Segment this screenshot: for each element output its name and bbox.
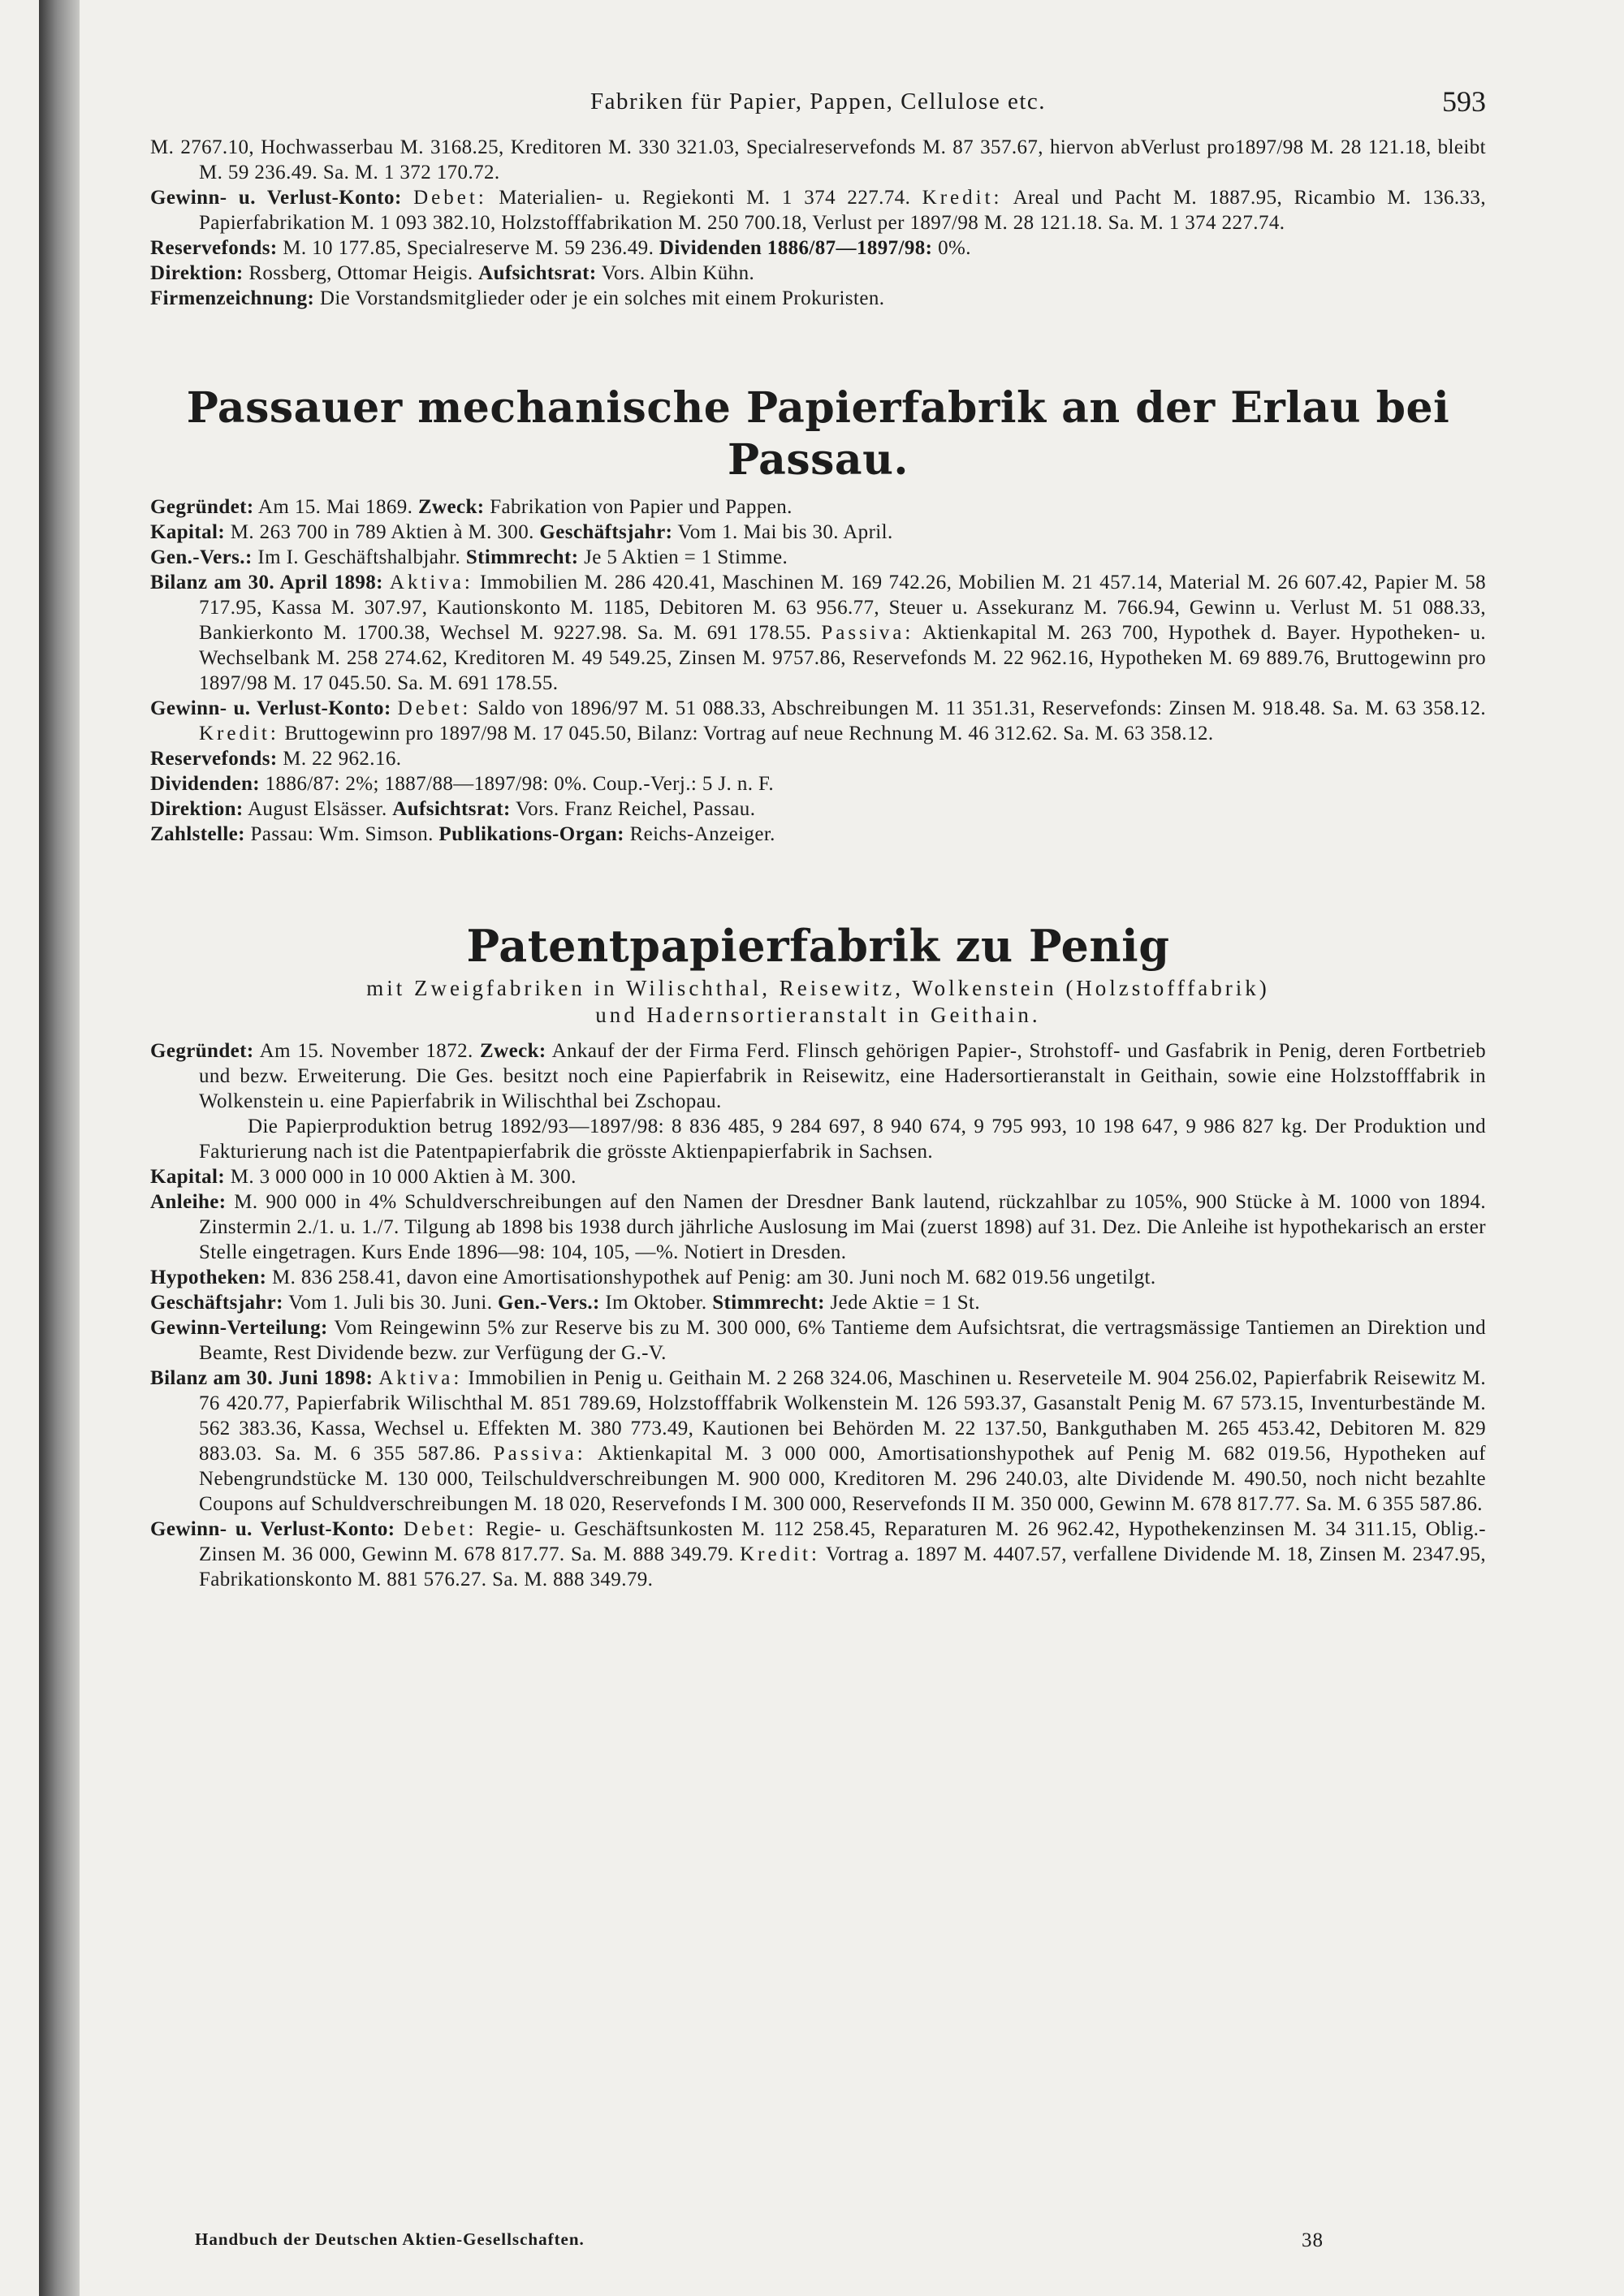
passau-guv-kredit: Kredit:	[199, 723, 279, 744]
prev-reserve-text: M. 10 177.85, Specialreserve M. 59 236.49.	[283, 237, 654, 259]
passau-capital-text: M. 263 700 in 789 Aktien à M. 300.	[230, 521, 534, 543]
penig-guv-label: Gewinn- u. Verlust-Konto:	[150, 1518, 395, 1540]
penig-profit-distribution-label: Gewinn-Verteilung:	[150, 1317, 328, 1339]
passau-balance-aktiva-text: Immobilien M. 286 420.41, Maschinen M. 169 742.26, Mobilien M. 21 457.14, Material M. 26 607.42, Papier M. 58 717.95, Kassa M. 307.97, Kautionskonto M. 1185, Debitoren M. 63 956.77, Steuer u. Assekuranz M. 766.94, Gewinn u. Verlust M. 51 088.33, Bankierkonto M. 1700.38, Wechsel M. 9227.98. Sa. M. 691 178.55.	[199, 572, 1486, 644]
penig-aktiva-label: Aktiva:	[378, 1367, 463, 1389]
prev-dividend-text: 0%.	[938, 237, 971, 259]
page-footer	[195, 2229, 1324, 2250]
passau-direction-label: Direktion:	[150, 798, 244, 820]
passau-board-label: Aufsichtsrat:	[392, 798, 511, 820]
penig-capital-text: M. 3 000 000 in 10 000 Aktien à M. 300.	[230, 1166, 577, 1188]
footer-book-title: Handbuch der Deutschen Aktien-Gesellschaften.	[195, 2229, 585, 2249]
penig-guv-entry	[150, 1517, 1486, 1592]
penig-guv-text2: Vortrag a. 1897 M. 4407.57, verfallene Dividende M. 18, Zinsen M. 2347.95, Fabrikationskonto M. 881 576.27. Sa. M. 888 349.79.	[199, 1543, 1487, 1590]
penig-loan-entry	[150, 1189, 1486, 1265]
penig-capital-label: Kapital:	[150, 1166, 226, 1188]
penig-subtitle-2: und Hadernsortieranstalt in Geithain.	[595, 1003, 1041, 1027]
passau-guv-text1: Saldo von 1896/97 M. 51 088.33, Abschreibungen M. 11 351.31, Reservefonds: Zinsen M. 918.48. Sa. M. 63 358.12.	[477, 697, 1486, 719]
penig-voting-text: Jede Aktie = 1 St.	[830, 1292, 980, 1314]
penig-fiscal-text: Vom 1. Juli bis 30. Juni.	[288, 1292, 493, 1314]
prev-signature-entry	[150, 286, 1486, 311]
penig-founded-label: Gegründet:	[150, 1040, 254, 1062]
penig-balance-aktiva-text: Immobilien in Penig u. Geithain M. 2 268 324.06, Maschinen u. Reserveteile M. 904 256.02, Papierfabrik Reisewitz M. 76 420.77, Papierfabrik Wilischthal M. 851 789.69, Holzstofffabrik Wolkenstein M. 126 593.37, Gasanstalt Penig M. 67 573.15, Inventurbestände M. 562 383.36, Kassa, Wechsel u. Effekten M. 380 773.49, Kautionen bei Behörden M. 22 137.50, Bankguthaben M. 265 453.42, Debitoren M. 829 883.03. Sa. M. 6 355 587.86.	[199, 1367, 1486, 1465]
footer-signature-mark: 38	[1302, 2229, 1324, 2251]
penig-fiscal-label: Geschäftsjahr:	[150, 1292, 283, 1314]
penig-meeting-label: Gen.-Vers.:	[498, 1292, 600, 1314]
passau-publication-text: Reichs-Anzeiger.	[629, 823, 775, 845]
passau-meeting-entry	[150, 545, 1486, 570]
penig-capital-entry	[150, 1164, 1486, 1189]
prev-direction-label: Direktion:	[150, 262, 244, 284]
passau-purpose-label: Zweck:	[417, 496, 485, 518]
penig-balance-passiva-text: Aktienkapital M. 3 000 000, Amortisationshypothek auf Penig M. 682 019.56, Hypotheken auf Nebengrundstücke M. 130 000, Teilschuldverschreibungen M. 900 000, Kreditoren M. 296 240.03, alte Dividende M. 490.50, noch nicht bezahlte Coupons auf Schuldverschreibungen M. 18 020, Reservefonds I M. 300 000, Reservefonds II M. 350 000, Gewinn M. 678 817.77. Sa. M. 6 355 587.86.	[199, 1443, 1486, 1515]
prev-guv-kredit: Kredit:	[922, 187, 1003, 209]
page-number: 593	[1442, 85, 1486, 118]
penig-mortgage-entry	[150, 1265, 1486, 1290]
page-content	[150, 85, 1487, 1592]
passau-purpose-text: Fabrikation von Papier und Pappen.	[490, 496, 793, 518]
book-spine-shadow	[39, 0, 80, 2296]
prev-dividend-label: Dividenden 1886/87—1897/98:	[659, 237, 933, 259]
penig-guv-kredit: Kredit:	[740, 1543, 820, 1565]
passau-guv-debet: Debet:	[397, 697, 472, 719]
penig-subtitle-1: mit Zweigfabriken in Wilischthal, Reisewitz, Wolkenstein (Holzstofffabrik)	[366, 976, 1270, 1000]
penig-production-paragraph	[150, 1114, 1486, 1164]
passau-direction-entry	[150, 796, 1486, 822]
passau-guv-entry	[150, 696, 1486, 746]
penig-mortgage-label: Hypotheken:	[150, 1267, 267, 1288]
penig-founded-entry	[150, 1038, 1486, 1114]
prev-guv-text1: Materialien- u. Regiekonti M. 1 374 227.74.	[499, 187, 911, 209]
prev-guv-label: Gewinn- u. Verlust-Konto:	[150, 187, 402, 209]
passau-paying-agent-label: Zahlstelle:	[150, 823, 245, 845]
penig-profit-distribution-entry	[150, 1315, 1486, 1366]
passau-guv-text2: Bruttogewinn pro 1897/98 M. 17 045.50, Bilanz: Vortrag auf neue Rechnung M. 46 312.62. Sa. M. 63 358.12.	[284, 723, 1214, 744]
prev-direction-text: Rossberg, Ottomar Heigis.	[248, 262, 473, 284]
passau-fiscal-text: Vom 1. Mai bis 30. April.	[677, 521, 893, 543]
penig-mortgage-text: M. 836 258.41, davon eine Amortisationshypothek auf Penig: am 30. Juni noch M. 682 019.56 ungetilgt.	[271, 1267, 1156, 1288]
passau-reserve-entry	[150, 746, 1486, 771]
passau-voting-text: Je 5 Aktien = 1 Stimme.	[584, 546, 788, 568]
passau-dividend-entry	[150, 771, 1486, 796]
running-header	[150, 85, 1486, 132]
passau-guv-label: Gewinn- u. Verlust-Konto:	[150, 697, 391, 719]
prev-signature-label: Firmenzeichnung:	[150, 287, 315, 309]
passau-meeting-label: Gen.-Vers.:	[150, 546, 253, 568]
penig-balance-entry	[150, 1366, 1486, 1517]
prev-guv-debet: Debet:	[413, 187, 487, 209]
penig-meeting-text: Im Oktober.	[605, 1292, 707, 1314]
passau-direction-text: August Elsässer.	[247, 798, 387, 820]
prev-board-text: Vors. Albin Kühn.	[601, 262, 755, 284]
penig-purpose-label: Zweck:	[480, 1040, 546, 1062]
passau-dividend-label: Dividenden:	[150, 773, 260, 795]
penig-title: Patentpapierfabrik zu Penig	[466, 920, 1170, 972]
passau-dividend-text: 1886/87: 2%; 1887/88—1897/98: 0%. Coup.-Verj.: 5 J. n. F.	[265, 773, 774, 795]
penig-production-text: Die Papierproduktion betrug 1892/93—1897/98: 8 836 485, 9 284 697, 8 940 674, 9 795 993, 10 198 647, 9 986 827 kg. Der Produktion und Fakturierung nach ist die Patentpapierfabrik die grösste Aktienpapierfabrik in Sachsen.	[199, 1116, 1486, 1163]
passau-passiva-label: Passiva:	[821, 622, 914, 644]
prev-balance-continuation	[150, 135, 1486, 185]
penig-profit-distribution-text: Vom Reingewinn 5% zur Reserve bis zu M. 300 000, 6% Tantieme dem Aufsichtsrat, die vertragsmässige Tantiemen an Direktion und Beamte, Rest Dividende bezw. zur Verfügung der G.-V.	[199, 1317, 1486, 1364]
passau-title: Passauer mechanische Papierfabrik an der Erlau bei Passau.	[186, 383, 1450, 485]
prev-balance-text: M. 2767.10, Hochwasserbau M. 3168.25, Kreditoren M. 330 321.03, Specialreservefonds M. 87 357.67, hiervon abVerlust pro1897/98 M. 28 121.18, bleibt M. 59 236.49. Sa. M. 1 372 170.72.	[150, 136, 1486, 183]
penig-founded-text: Am 15. November 1872.	[259, 1040, 473, 1062]
penig-purpose-text: Ankauf der der Firma Ferd. Flinsch gehörigen Papier-, Strohstoff- und Gasfabrik in Penig, deren Fortbetrieb und bezw. Erweiterung. Die Ges. besitzt noch eine Papierfabrik in Reisewitz, eine Hadersortieranstalt in Geithain, sowie eine Holzstofffabrik in Wolkenstein u. eine Papierfabrik in Wilischthal bei Zschopau.	[199, 1040, 1486, 1112]
passau-publication-label: Publikations-Organ:	[438, 823, 624, 845]
passau-reserve-label: Reservefonds:	[150, 748, 278, 770]
penig-passiva-label: Passiva:	[493, 1443, 586, 1465]
penig-voting-label: Stimmrecht:	[712, 1292, 825, 1314]
penig-guv-debet: Debet:	[403, 1518, 477, 1540]
passau-meeting-text: Im I. Geschäftshalbjahr.	[257, 546, 461, 568]
passau-balance-label: Bilanz am 30. April 1898:	[150, 572, 383, 593]
prev-reserve-entry	[150, 235, 1486, 261]
prev-signature-text: Die Vorstandsmitglieder oder je ein solches mit einem Prokuristen.	[319, 287, 885, 309]
passau-capital-label: Kapital:	[150, 521, 226, 543]
running-title: Fabriken für Papier, Pappen, Cellulose etc.	[590, 88, 1047, 114]
passau-paying-agent-entry	[150, 822, 1486, 847]
prev-board-label: Aufsichtsrat:	[478, 262, 597, 284]
passau-reserve-text: M. 22 962.16.	[283, 748, 402, 770]
penig-fiscal-entry	[150, 1290, 1486, 1315]
passau-founded-text: Am 15. Mai 1869.	[257, 496, 413, 518]
passau-fiscal-label: Geschäftsjahr:	[539, 521, 673, 543]
passau-aktiva-label: Aktiva:	[389, 572, 473, 593]
passau-paying-agent-text: Passau: Wm. Simson.	[250, 823, 434, 845]
penig-loan-text: M. 900 000 in 4% Schuldverschreibungen auf den Namen der Dresdner Bank lautend, rückzahlbar zu 105%, 900 Stücke à M. 1000 von 1894. Zinstermin 2./1. u. 1./7. Tilgung ab 1898 bis 1938 durch jährliche Auslosung im Mai (zuerst 1898) auf 31. Dez. Die Anleihe ist hypothekarisch an erster Stelle eingetragen. Kurs Ende 1896—98: 104, 105, —%. Notiert in Dresden.	[199, 1191, 1486, 1263]
passau-voting-label: Stimmrecht:	[465, 546, 579, 568]
penig-guv-text1: Regie- u. Geschäftsunkosten M. 112 258.45, Reparaturen M. 26 962.42, Hypothekenzinsen M. 34 311.15, Oblig.-Zinsen M. 36 000, Gewinn M. 678 817.77. Sa. M. 888 349.79.	[199, 1518, 1486, 1565]
passau-balance-passiva-text: Aktienkapital M. 263 700, Hypothek d. Bayer. Hypotheken- u. Wechselbank M. 258 274.62, Kreditoren M. 49 549.25, Zinsen M. 9757.86, Reservefonds M. 22 962.16, Hypotheken M. 69 889.76, Bruttogewinn pro 1897/98 M. 17 045.50. Sa. M. 691 178.55.	[199, 622, 1486, 694]
penig-loan-label: Anleihe:	[150, 1191, 227, 1213]
passau-founded-entry	[150, 494, 1486, 520]
passau-founded-label: Gegründet:	[150, 496, 254, 518]
passau-capital-entry	[150, 520, 1486, 545]
penig-balance-label: Bilanz am 30. Juni 1898:	[150, 1367, 374, 1389]
passau-balance-entry	[150, 570, 1486, 696]
prev-reserve-label: Reservefonds:	[150, 237, 278, 259]
prev-guv-entry	[150, 185, 1486, 235]
passau-board-text: Vors. Franz Reichel, Passau.	[515, 798, 756, 820]
prev-guv-text2: Areal und Pacht M. 1887.95, Ricambio M. 136.33, Papierfabrikation M. 1 093 382.10, Holzstofffabrikation M. 250 700.18, Verlust per 1897/98 M. 28 121.18. Sa. M. 1 374 227.74.	[199, 187, 1486, 234]
prev-direction-entry	[150, 261, 1486, 286]
